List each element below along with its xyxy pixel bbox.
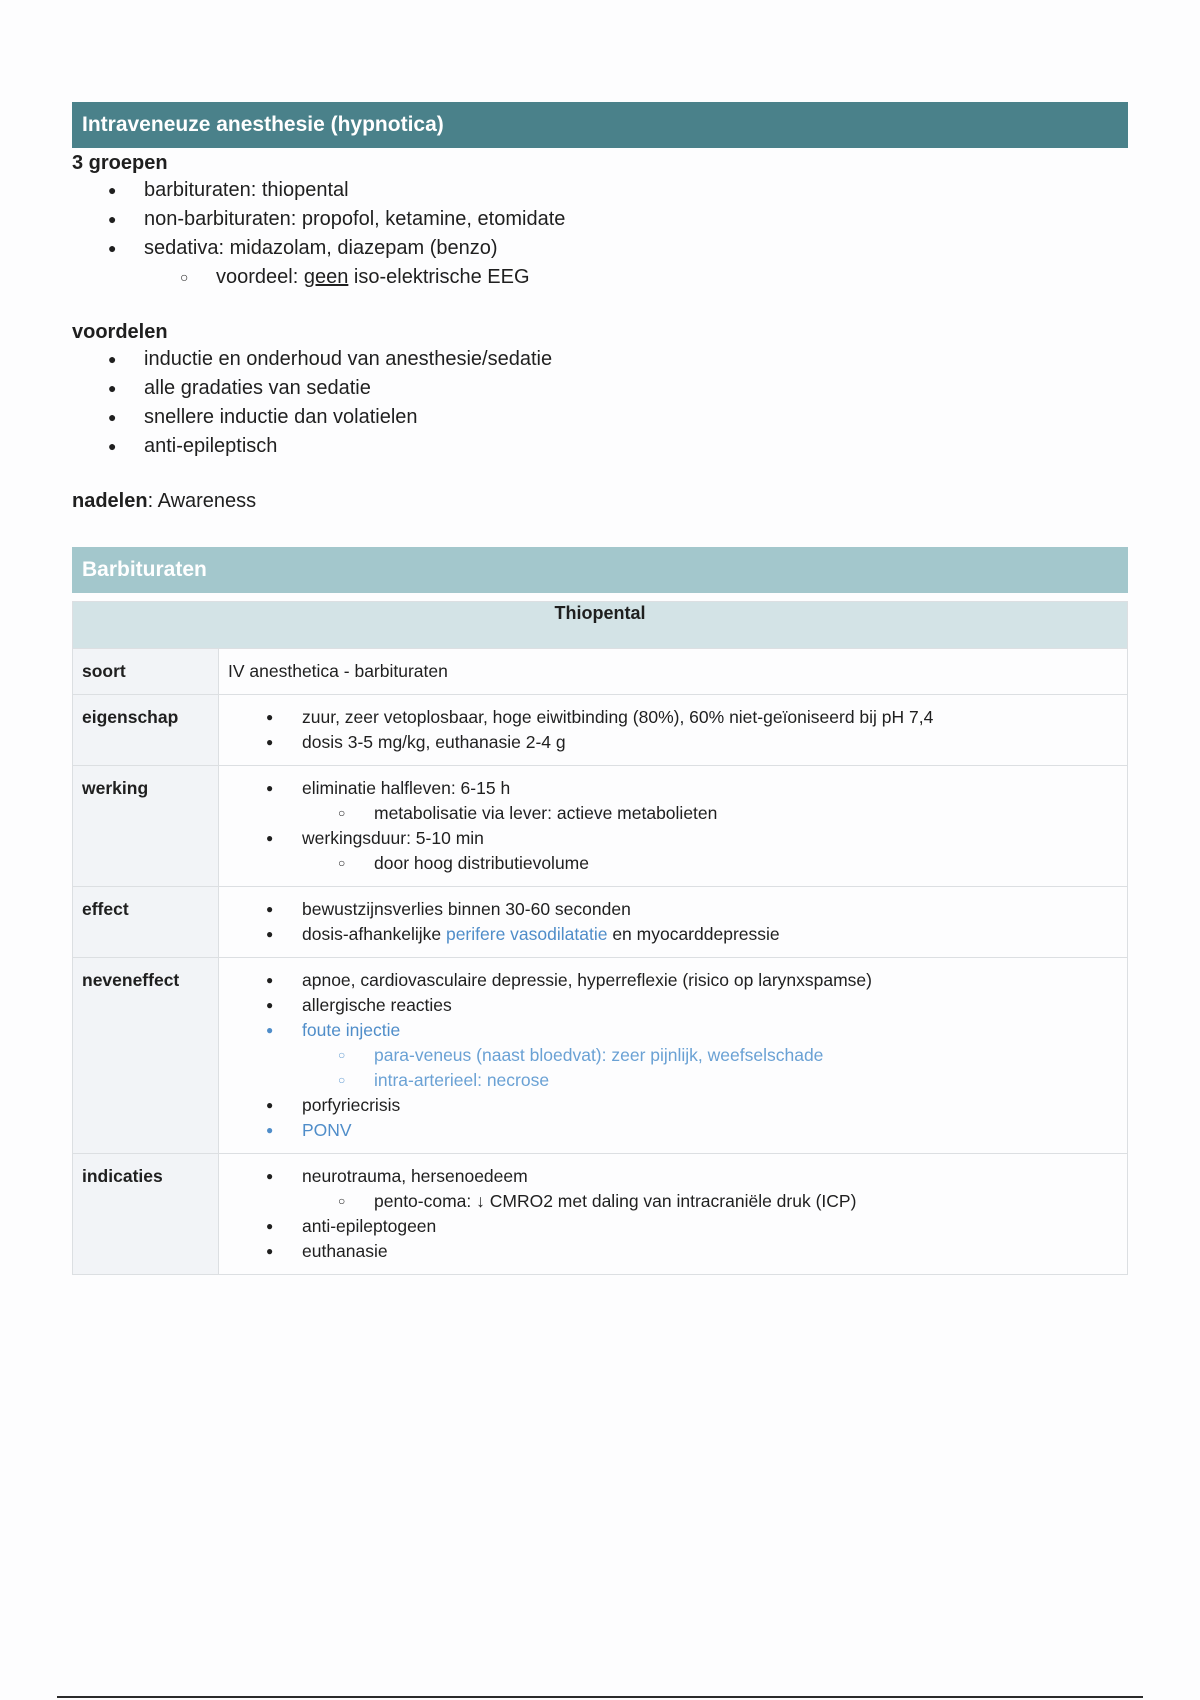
list-item: ● anti-epileptisch xyxy=(108,432,1128,461)
list-item: ● anti-epileptogeen xyxy=(266,1214,1117,1239)
list-item: ● snellere inductie dan volatielen xyxy=(108,403,1128,432)
section-header-barbituraten: Barbituraten xyxy=(72,547,1128,593)
list-item xyxy=(266,1164,1117,1214)
list-item: ● inductie en onderhoud van anesthesie/sedatie xyxy=(108,345,1128,374)
table-row xyxy=(73,766,1128,887)
list-item: ● allergische reacties xyxy=(266,993,1117,1018)
thiopental-table xyxy=(72,601,1128,1275)
list-item-text: neurotrauma, hersenoedeem xyxy=(302,1166,528,1186)
list-item xyxy=(266,826,1117,876)
section-header-intraveneuze: Intraveneuze anesthesie (hypnotica) xyxy=(72,102,1128,148)
document-page xyxy=(72,102,1128,1275)
row-value-eigenschap xyxy=(219,695,1128,766)
list-item xyxy=(180,263,1128,292)
row-value-effect xyxy=(219,887,1128,958)
table-row xyxy=(73,1154,1128,1275)
list-item-text: werkingsduur: 5-10 min xyxy=(302,828,484,848)
list-item: ● alle gradaties van sedatie xyxy=(108,374,1128,403)
list-item: ○ para-veneus (naast bloedvat): zeer pijnlijk, weefselschade xyxy=(338,1043,1117,1068)
highlight-link: perifere vasodilatatie xyxy=(445,924,608,944)
table-row xyxy=(73,649,1128,695)
list-item: ● porfyriecrisis xyxy=(266,1093,1117,1118)
disadvantages-text: : Awareness xyxy=(147,490,257,512)
advantages-heading: voordelen xyxy=(72,321,168,343)
list-item xyxy=(266,922,1117,947)
footer-divider xyxy=(57,1696,1143,1698)
row-value-indicaties xyxy=(219,1154,1128,1275)
list-item: ○ intra-arterieel: necrose xyxy=(338,1068,1117,1093)
list-item xyxy=(108,234,1128,292)
disadvantages-label: nadelen xyxy=(72,490,148,512)
list-item: ● apnoe, cardiovasculaire depressie, hyperreflexie (risico op larynxspamse) xyxy=(266,968,1117,993)
list-item-text: en myocarddepressie xyxy=(607,924,780,944)
table-row xyxy=(73,695,1128,766)
table-title: Thiopental xyxy=(73,602,1128,649)
list-item-text: eliminatie halfleven: 6-15 h xyxy=(302,778,511,798)
row-label-soort: soort xyxy=(73,649,219,695)
list-item: ○ metabolisatie via lever: actieve metabolieten xyxy=(338,801,1117,826)
row-label-effect: effect xyxy=(73,887,219,958)
row-value-neveneffect xyxy=(219,958,1128,1154)
row-label-eigenschap: eigenschap xyxy=(73,695,219,766)
underlined-text: geen xyxy=(303,266,349,288)
sublist xyxy=(144,263,1128,292)
list-item-text: sedativa: midazolam, diazepam (benzo) xyxy=(144,237,498,259)
groups-heading: 3 groepen xyxy=(72,152,168,174)
list-item: ● zuur, zeer vetoplosbaar, hoge eiwitbinding (80%), 60% niet-geïoniseerd bij pH 7,4 xyxy=(266,705,1117,730)
groups-list xyxy=(72,176,1128,292)
list-item: ● euthanasie xyxy=(266,1239,1117,1264)
row-value-werking xyxy=(219,766,1128,887)
advantages-list xyxy=(72,345,1128,461)
list-item: ● bewustzijnsverlies binnen 30-60 seconden xyxy=(266,897,1117,922)
list-item: ● barbituraten: thiopental xyxy=(108,176,1128,205)
list-item: ● non-barbituraten: propofol, ketamine, etomidate xyxy=(108,205,1128,234)
list-item xyxy=(266,1018,1117,1093)
list-item: ○ pento-coma: ↓ CMRO2 met daling van intracraniële druk (ICP) xyxy=(338,1189,1117,1214)
sub-text-suffix: iso-elektrische EEG xyxy=(348,266,530,288)
list-item: ● PONV xyxy=(266,1118,1117,1143)
list-item xyxy=(266,776,1117,826)
list-item: ○ door hoog distributievolume xyxy=(338,851,1117,876)
table-row xyxy=(73,958,1128,1154)
disadvantages-line xyxy=(72,488,1128,514)
row-label-indicaties: indicaties xyxy=(73,1154,219,1275)
list-item-text: dosis-afhankelijke xyxy=(302,924,446,944)
row-label-neveneffect: neveneffect xyxy=(73,958,219,1154)
row-value-soort: IV anesthetica - barbituraten xyxy=(219,649,1128,695)
list-item: ● dosis 3-5 mg/kg, euthanasie 2-4 g xyxy=(266,730,1117,755)
sub-text-prefix: voordeel: xyxy=(216,266,304,288)
list-item-text: foute injectie xyxy=(302,1020,401,1040)
table-row xyxy=(73,887,1128,958)
row-label-werking: werking xyxy=(73,766,219,887)
